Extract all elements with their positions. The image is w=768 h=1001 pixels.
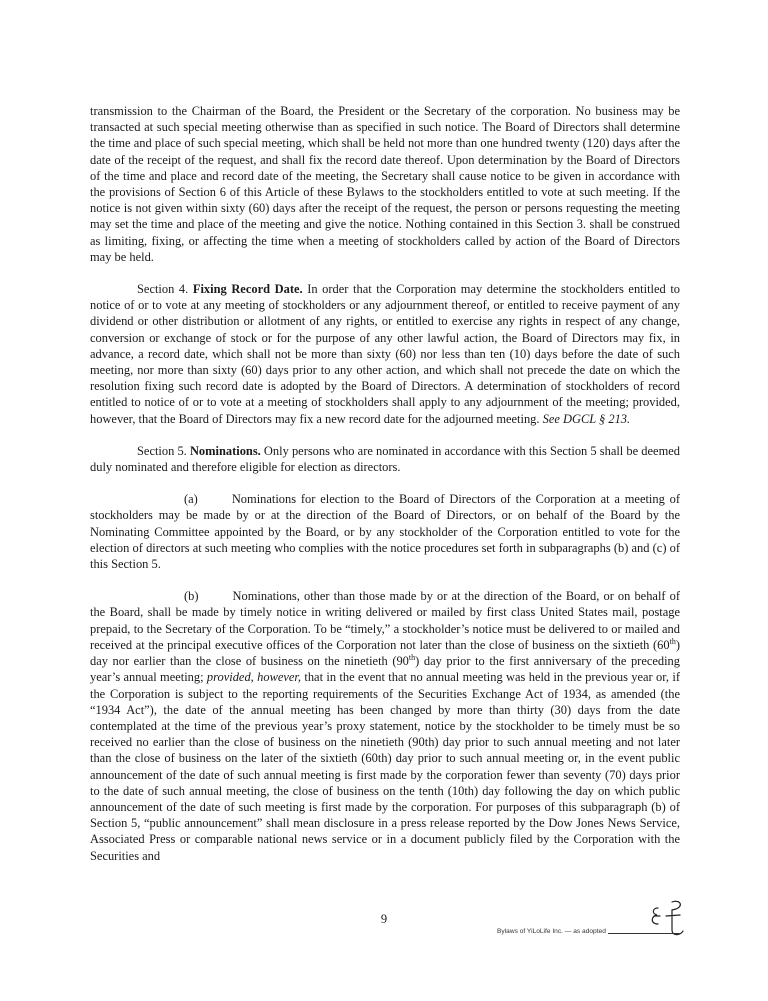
subparagraph-b-text-3: ) day prior to the first anniversary of the preceding year’s annual meeting; <box>90 654 680 685</box>
subparagraph-a-marker: (a) <box>184 492 198 507</box>
subparagraph-a-text: Nominations for election to the Board of Directors of the Corporation at a meeting of stockholders may be made by or at the direction of the Board of Directors, or on behalf of the Board by the Nominating Committee appointed by the Board, or by any stockholder of the Corporation entitled to vote for the election of directors at such meeting who complies with the notice procedures set forth in subparagraphs (b) and (c) of this Section 5. <box>90 492 680 572</box>
section-4-citation: See DGCL § 213. <box>542 411 631 426</box>
subparagraph-b-text-4: that in the event that no annual meeting was held in the previous year or, if the Corporation is subject to the reporting requirements of the Securities Exchange Act of 1934, as amended (the “1934 Act”), the date of the annual meeting has been changed by more than thirty (30) days from the date contemplated at the time of the previous year’s proxy statement, notice by the stockholder to be timely must be so received no earlier than the close of business on the ninetieth (90th) day prior to such annual meeting and not later than the close of business on the later of the sixtieth (60th) day prior to such annual meeting or, in the event public announcement of the date of such annual meeting is first made by the corporation fewer than seventy (70) days prior to the date of such annual meeting, the close of business on the tenth (10th) day following the day on which public announcement of the date of such meeting is first made by the corporation. For purposes of this subparagraph (b) of Section 5, “public announcement” shall mean disclosure in a press release reported by the Dow Jones News Service, Associated Press or comparable national news service or in a document publicly filed by the Corporation with the Securities and <box>90 670 680 863</box>
section-4-paragraph <box>90 281 680 427</box>
subparagraph-a <box>90 491 680 572</box>
section-5-paragraph <box>90 443 680 475</box>
section-5-body: Only persons who are nominated in accordance with this Section 5 shall be deemed duly nominated and therefore eligible for election as directors. <box>90 443 680 475</box>
subparagraph-b-text-2: ) day nor earlier than the close of business on the ninetieth (90 <box>90 637 680 669</box>
section-5-heading: Nominations. <box>189 443 261 458</box>
proviso-text: provided, however, <box>206 670 302 685</box>
section-4-heading: Fixing Record Date. <box>192 282 303 297</box>
footer-text: Bylaws of YiLoLife Inc. — as adopted <box>497 928 606 935</box>
section-4-label: Section 4. <box>137 282 193 297</box>
section-5-label: Section 5. <box>137 443 190 458</box>
page-number: 9 <box>380 912 388 926</box>
paragraph-continuation: transmission to the Chairman of the Board, the President or the Secretary of the corporation. No business may be transacted at such special meeting otherwise than as specified in such notice. The Board of Directors shall determine the time and place of such special meeting, which shall be held not more than one hundred twenty (120) days after the date of the receipt of the request, and shall fix the record date thereof. Upon determination by the Board of Directors of the time and place and record date of the meeting, the Secretary shall cause notice to be given in accordance with the provisions of Section 6 of this Article of these Bylaws to the stockholders entitled to vote at such meeting. If the notice is not given within sixty (60) days after the receipt of the request, the person or persons requesting the meeting may set the time and place of the meeting and give the notice. Nothing contained in this Section 3. shall be construed as limiting, fixing, or affecting the time when a meeting of stockholders called by action of the Board of Directors may be held. <box>90 104 680 264</box>
superscript-th: th <box>669 636 676 646</box>
subparagraph-b-marker: (b) <box>184 589 199 604</box>
superscript-th: th <box>408 653 416 663</box>
section-4-body: In order that the Corporation may determine the stockholders entitled to notice of or to vote at any meeting of stockholders or any adjournment thereof, or entitled to receive payment of any dividend or other distribution or allotment of any rights, or entitled to exercise any rights in respect of any change, conversion or exchange of stock or for the purpose of any other lawful action, the Board of Directors may fix, in advance, a record date, which shall not be more than sixty (60) nor less than ten (10) days before the date of such meeting, nor more than sixty (60) days prior to any other action, and which shall not precede the date on which the resolution fixing such record date is adopted by the Board of Directors. A determination of stockholders of record entitled to notice of or to vote at a meeting of stockholders shall apply to any adjournment of the meeting; provided, however, that the Board of Directors may fix a new record date for the adjourned meeting. <box>90 282 681 426</box>
subparagraph-b-text-1: Nominations, other than those made by or at the direction of the Board, or on behalf of the Board, shall be made by timely notice in writing delivered or mailed by first class United States mail, postage prepaid, to the Secretary of the Corporation. To be “timely,” a stockholder’s notice must be delivered to or mailed and received at the principal executive offices of the Corporation not later than the close of business on the sixtieth (60 <box>90 589 680 652</box>
signature-line <box>608 933 680 934</box>
document-body <box>90 103 680 880</box>
footer <box>497 928 680 935</box>
subparagraph-b <box>90 588 680 863</box>
